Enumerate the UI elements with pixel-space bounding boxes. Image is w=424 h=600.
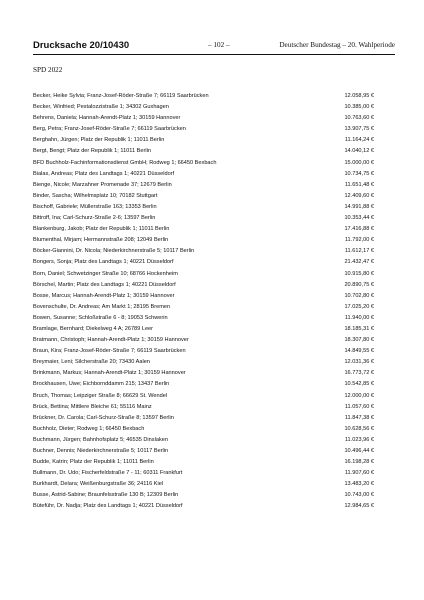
- donation-row: [33, 435, 395, 446]
- donor-entry: BFD Buchholz-Fachinformationsdienst GmbH; Rodweg 1; 66450 Bexbach: [33, 159, 217, 166]
- donation-amount: 18.307,80 €: [344, 337, 374, 344]
- donation-row: [33, 169, 395, 180]
- donation-amount: 15.000,00 €: [344, 159, 374, 166]
- donor-entry: Becker, Winfried; Pestalozzistraße 1; 34302 Guxhagen: [33, 104, 169, 111]
- donation-amount: 10.734,75 €: [344, 170, 374, 177]
- donation-amount: 11.907,60 €: [344, 470, 374, 477]
- donor-entry: Buchner, Dennis; Niederkirchnerstraße 5; 10117 Berlin: [33, 448, 169, 454]
- donation-amount: 12.058,95 €: [344, 93, 374, 99]
- donation-amount: 13.483,20 €: [344, 481, 374, 488]
- donation-row: [33, 402, 395, 413]
- donation-row: [33, 135, 395, 146]
- donation-row: [33, 191, 395, 202]
- donation-amount: 16.773,72 €: [344, 370, 374, 377]
- donation-row: [33, 180, 395, 191]
- donor-entry: Binder, Sascha; Wilhelmsplatz 10; 70182 Stuttgart: [33, 192, 158, 199]
- donor-entry: Börschel, Martin; Platz des Landtags 1; 40221 Düsseldorf: [33, 281, 176, 288]
- donation-row: [33, 124, 395, 135]
- donation-row: [33, 335, 395, 346]
- donation-row: [33, 146, 395, 157]
- donation-amount: 11.612,17 €: [344, 248, 374, 255]
- donation-row: [33, 357, 395, 368]
- donation-amount: 11.847,38 €: [344, 414, 374, 421]
- donor-entry: Brück, Bettina; Mittlere Bleiche 61; 55116 Mainz: [33, 403, 152, 410]
- document-reference: [33, 40, 129, 51]
- donor-entry: Budde, Katrin; Platz der Republik 1; 11011 Berlin: [33, 459, 154, 466]
- donation-amount: 11.651,48 €: [344, 181, 374, 188]
- donation-row: [33, 246, 395, 257]
- document-prefix: Drucksache 20/: [33, 40, 103, 51]
- donor-entry: Burkhardt, Delara; Weißenburgstraße 36; 24116 Kiel: [33, 481, 164, 488]
- donation-row: [33, 91, 395, 102]
- donation-amount: 12.000,00 €: [344, 392, 374, 399]
- donation-row: [33, 424, 395, 435]
- donation-amount: 13.907,75 €: [344, 126, 374, 133]
- donor-entry: Bergt, Bengt; Platz der Republik 1; 11011 Berlin: [33, 148, 151, 155]
- donation-row: [33, 235, 395, 246]
- donation-amount: 17.416,88 €: [344, 226, 374, 233]
- donor-entry: Bowen, Susanne; Schloßstraße 6 - 8; 19053 Schwerin: [33, 314, 168, 321]
- donor-entry: Büteführ, Dr. Nadja; Platz des Landtags 1; 40221 Düsseldorf: [33, 503, 183, 510]
- donation-row: [33, 113, 395, 124]
- donation-amount: 11.940,00 €: [344, 314, 374, 321]
- donor-entry: Bialas, Andreas; Platz des Landtags 1; 40221 Düsseldorf: [33, 170, 175, 177]
- donation-row: [33, 313, 395, 324]
- donor-entry: Bruch, Thomas; Leipziger Straße 8; 66629 St. Wendel: [33, 392, 168, 399]
- section-label: SPD 2022: [33, 66, 63, 74]
- donation-row: [33, 213, 395, 224]
- donation-row: [33, 479, 395, 490]
- donor-entry: Bramlage, Bernhard; Diekelweg 4 A; 26789 Leer: [33, 325, 154, 332]
- donor-entry: Brinkmann, Markus; Hannah-Arendt-Platz 1; 30159 Hannover: [33, 370, 186, 377]
- donation-row: [33, 368, 395, 379]
- donation-row: [33, 413, 395, 424]
- donor-entry: Bongers, Sonja; Platz des Landtags 1; 40221 Düsseldorf: [33, 259, 174, 266]
- donation-row: [33, 490, 395, 501]
- page-header: [33, 40, 395, 54]
- donation-row: [33, 379, 395, 390]
- donor-entry: Blumenthal, Mirjam; Hermannstraße 208; 12049 Berlin: [33, 237, 169, 244]
- donation-amount: 10.743,00 €: [344, 492, 374, 499]
- donation-amount: 11.057,60 €: [344, 403, 374, 410]
- donation-amount: 10.385,00 €: [344, 104, 374, 111]
- donation-row: [33, 269, 395, 280]
- donor-entry: Brückner, Dr. Carola; Carl-Schurz-Straße 8; 13597 Berlin: [33, 414, 174, 421]
- donation-amount: 10.763,60 €: [344, 115, 374, 122]
- donation-amount: 16.198,28 €: [344, 459, 374, 466]
- donation-amount: 12.984,65 €: [344, 503, 374, 510]
- header-rule: [33, 54, 395, 55]
- donation-row: [33, 346, 395, 357]
- donation-row: [33, 202, 395, 213]
- donor-entry: Böcker-Giannini, Dr. Nicola; Niederkirchnerstraße 5; 10117 Berlin: [33, 248, 195, 255]
- donation-row: [33, 302, 395, 313]
- donor-entry: Bosse, Marcus; Hannah-Arendt-Platz 1; 30159 Hannover: [33, 292, 175, 299]
- donation-row: [33, 257, 395, 268]
- page-number: – 102 –: [208, 41, 230, 49]
- donor-entry: Bullmann, Dr. Udo; Fischerfeldstraße 7 - 11; 60311 Frankfurt: [33, 470, 183, 477]
- donor-entry: Braun, Kira; Franz-Josef-Röder-Straße 7; 66119 Saarbrücken: [33, 348, 186, 355]
- donor-entry: Busse, Astrid-Sabine; Braunfelsstraße 130 B; 12309 Berlin: [33, 492, 179, 499]
- donation-amount: 14.849,55 €: [344, 348, 374, 355]
- donation-row: [33, 158, 395, 169]
- donor-entry: Brockhausen, Uwe; Eichbornddamm 215; 13437 Berlin: [33, 381, 170, 388]
- donor-entry: Berghahn, Jürgen; Platz der Republik 1; 11011 Berlin: [33, 137, 165, 144]
- publisher-line: Deutscher Bundestag – 20. Wahlperiode: [279, 41, 395, 49]
- donation-amount: 11.792,00 €: [344, 237, 374, 244]
- donor-entry: Buchholz, Dieter; Rodweg 1; 66450 Bexbach: [33, 425, 145, 432]
- donation-row: [33, 391, 395, 402]
- donor-entry: Breymaier, Leni; Silcherstraße 20; 73430 Aalen: [33, 359, 150, 366]
- donation-amount: 18.185,31 €: [344, 325, 374, 332]
- donation-amount: 14.991,88 €: [344, 203, 374, 210]
- donation-amount: 10.702,80 €: [344, 292, 374, 299]
- donor-entry: Behrens, Daniela; Hannah-Arendt-Platz 1; 30159 Hannover: [33, 115, 181, 122]
- donor-entry: Born, Daniel; Schwetzinger Straße 10; 68766 Hockenheim: [33, 270, 178, 277]
- donation-row: [33, 280, 395, 291]
- donation-amount: 21.432,47 €: [344, 259, 374, 266]
- donation-amount: 11.164,24 €: [344, 137, 374, 144]
- donation-amount: 12.409,60 €: [344, 192, 374, 199]
- donation-list: [33, 91, 395, 513]
- donor-entry: Bienge, Nicole; Marzahner Promenade 37; 12679 Berlin: [33, 181, 172, 188]
- donor-entry: Bischoff, Gabriele; Müllerstraße 163; 13353 Berlin: [33, 203, 157, 210]
- donation-amount: 12.031,36 €: [344, 359, 374, 366]
- donation-row: [33, 468, 395, 479]
- donation-row: [33, 446, 395, 457]
- donation-row: [33, 102, 395, 113]
- donation-row: [33, 324, 395, 335]
- donor-entry: Buchmann, Jürgen; Bahnhofsplatz 5; 46535 Dinslaken: [33, 436, 168, 443]
- donation-amount: 17.025,20 €: [344, 303, 374, 310]
- donation-amount: 10.542,85 €: [344, 381, 374, 388]
- donor-entry: Blankenburg, Jakob; Platz der Republik 1; 11011 Berlin: [33, 226, 170, 233]
- donation-amount: 14.040,12 €: [344, 148, 374, 155]
- donation-amount: 10.353,44 €: [344, 215, 374, 222]
- donor-entry: Bratmann, Christoph; Hannah-Arendt-Platz 1; 30159 Hannover: [33, 337, 189, 344]
- donor-entry: Becker, Heike Sylvia; Franz-Josef-Röder-Straße 7; 66119 Saarbrücken: [33, 93, 209, 99]
- donation-amount: 11.023,96 €: [344, 436, 374, 443]
- donation-amount: 10.915,80 €: [344, 270, 374, 277]
- donation-row: [33, 291, 395, 302]
- donation-row: [33, 501, 395, 512]
- document-number: 10430: [102, 40, 130, 51]
- donor-entry: Bovenschulte, Dr. Andreas; Am Markt 1; 28195 Bremen: [33, 303, 171, 310]
- donation-row: [33, 224, 395, 235]
- donor-entry: Bittroff, Ina; Carl-Schurz-Straße 2-6; 13597 Berlin: [33, 215, 156, 222]
- donation-amount: 10.628,56 €: [344, 425, 374, 432]
- donation-amount: 20.890,75 €: [344, 281, 374, 288]
- donation-row: [33, 457, 395, 468]
- donation-amount: 10.496,44 €: [344, 448, 374, 454]
- donor-entry: Berg, Petra; Franz-Josef-Röder-Straße 7; 66119 Saarbrücken: [33, 126, 186, 133]
